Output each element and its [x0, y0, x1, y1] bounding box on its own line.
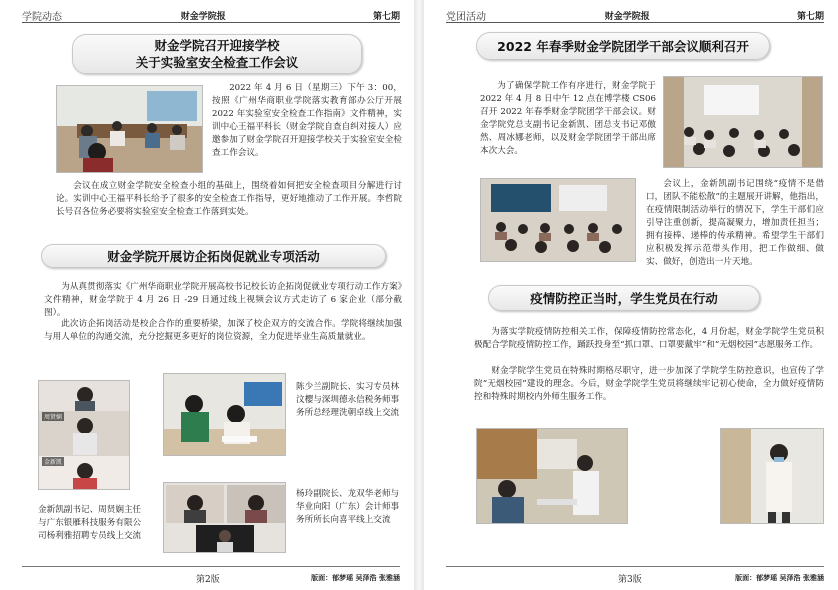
article1-para2: 会议在成立财金学院安全检查小组的基础上，围绕着如何把安全检查项目分解进行讨论。实训中心王福平科长给予了很多的安全检查工作指导，更好地推动了工作开展。李哲院长号召各位务必要将实验室安全检查工作落到实处。	[56, 181, 402, 217]
article4-para1: 为落实学院疫情防控相关工作，保障疫情防控常态化，4 月份起，财金学院学生党员积极配合学院疫情防控工作，踊跃投身至“抓口罩、口罩要戴牢”和“无烟校园”志愿服务工作。	[474, 327, 824, 350]
volunteer-photo-2	[720, 428, 824, 524]
paper-name: 财金学院报	[604, 12, 650, 22]
section-label: 党团活动	[446, 12, 486, 23]
article1-title-line1: 财金学院召开迎接学校	[154, 38, 280, 53]
right-page-header	[446, 8, 824, 22]
caption-3: 杨玲副院长、龙双华老师与华业向阳（广东）会计师事务所所长向喜平线上交流	[296, 489, 400, 525]
page-gutter	[414, 0, 424, 590]
article2-para1: 为从真贯彻落实《广州华商职业学院开展高校书记校长访企拓岗促就业专项行动工作方案》文件精神，财金学院于 4 月 26 日 -29 日通过线上视频会议方式走访了 6 家企业（部分截图）。	[44, 282, 402, 318]
editors-credit: 版面：郁梦瑶 吴泽浩 张雅涵	[311, 573, 400, 582]
video-call-screenshot-3	[163, 482, 286, 553]
article2-para2: 此次访企拓岗活动是校企合作的重要桥梁，加深了校企双方的交流合作。学院将继续加强与用人单位的沟通交流，充分挖掘更多更好的岗位资源，全力促进毕业生高质量就业。	[44, 319, 402, 342]
volunteer-photo-1	[476, 428, 628, 524]
header-rule	[22, 22, 400, 23]
footer-rule	[446, 566, 824, 567]
right-page	[424, 0, 838, 590]
caption-1: 金新凯副书记、周贤娴主任与广东银雁科技服务有限公司杨利雅招聘专员线上交流	[38, 505, 142, 541]
caption-2: 陈少兰副院长、实习专员林汶樱与深圳德永信税务师事务所总经理洗朝卓线上交流	[296, 382, 400, 418]
paper-name: 财金学院报	[180, 12, 226, 22]
article4-para2: 财金学院学生党员在特殊时期格尽职守，进一步加深了学院学生防控意识，也宣传了学院“无烟校园”建设的理念。今后，财金学院学生党员将继续牢记初心使命，全力做好疫情防控和特殊时期校内外师生服务工作。	[474, 366, 824, 402]
article4-title: 疫情防控正当时，学生党员在行动	[530, 291, 718, 306]
issue-label: 第七期	[372, 12, 400, 22]
article3-title-banner	[476, 32, 770, 60]
meeting-photo	[56, 85, 203, 173]
footer-rule	[22, 566, 400, 567]
article3-para2: 会议上，金新凯副书记围绕“疫情不是借口，团队不能松散”的主题展开讲解，他指出，在疫情限制活动举行的情况下，学生干部们应引导注重创新，提高凝聚力，增加责任担当；拥有接棒、递棒的传承精神。希望学生干部们应积极发挥示范带头作用，把工作做细、做实、做好，创造出一片天地。	[646, 179, 824, 267]
classroom-photo-2	[480, 178, 636, 262]
article1-para1: 2022 年 4 月 6 日（星期三）下午 3：00，按照《广州华商职业学院落实教育部办公厅开展 2022 年实验室安全检查工作指南》文件精神，实训中心王福平科长（财金学院自查自纠对接人）应邀参加了财金学院召开迎接学校关于实验室安全检查工作会议。	[212, 83, 402, 158]
classroom-photo-1	[663, 76, 823, 168]
left-page-header	[22, 8, 400, 22]
article3-title: 2022 年春季财金学院团学干部会议顺利召开	[497, 39, 749, 54]
section-label: 学院动态	[22, 12, 62, 23]
article4-title-banner	[488, 285, 760, 311]
article3-para1: 为了确保学院工作有序进行，财金学院于 2022 年 4 月 8 日中午 12 点在博学楼 CS06 召开 2022 年春季财金学院团学干部会议。财金学院党总支副书记金新凯、团总支书记邓傲然、周冰娜老师，以及财金学院团学干部出席本次大会。	[480, 81, 656, 156]
editors-credit: 版面：郁梦瑶 吴泽浩 张雅涵	[735, 573, 824, 582]
left-page	[0, 0, 414, 590]
article2-title-banner	[41, 244, 386, 268]
issue-label: 第七期	[796, 12, 824, 22]
article2-title: 财金学院开展访企拓岗促就业专项活动	[107, 249, 320, 264]
article1-title-line2: 关于实验室安全检查工作会议	[135, 55, 299, 70]
office-meeting-photo	[163, 373, 286, 456]
video-label-2: 金新凯	[44, 459, 63, 466]
article1-title-banner	[72, 34, 362, 74]
page-number: 第3版	[618, 575, 642, 585]
page-number: 第2版	[196, 575, 220, 585]
video-label-1: 周贤娴	[44, 414, 63, 421]
video-call-screenshot-1	[38, 380, 130, 490]
header-rule	[446, 22, 824, 23]
